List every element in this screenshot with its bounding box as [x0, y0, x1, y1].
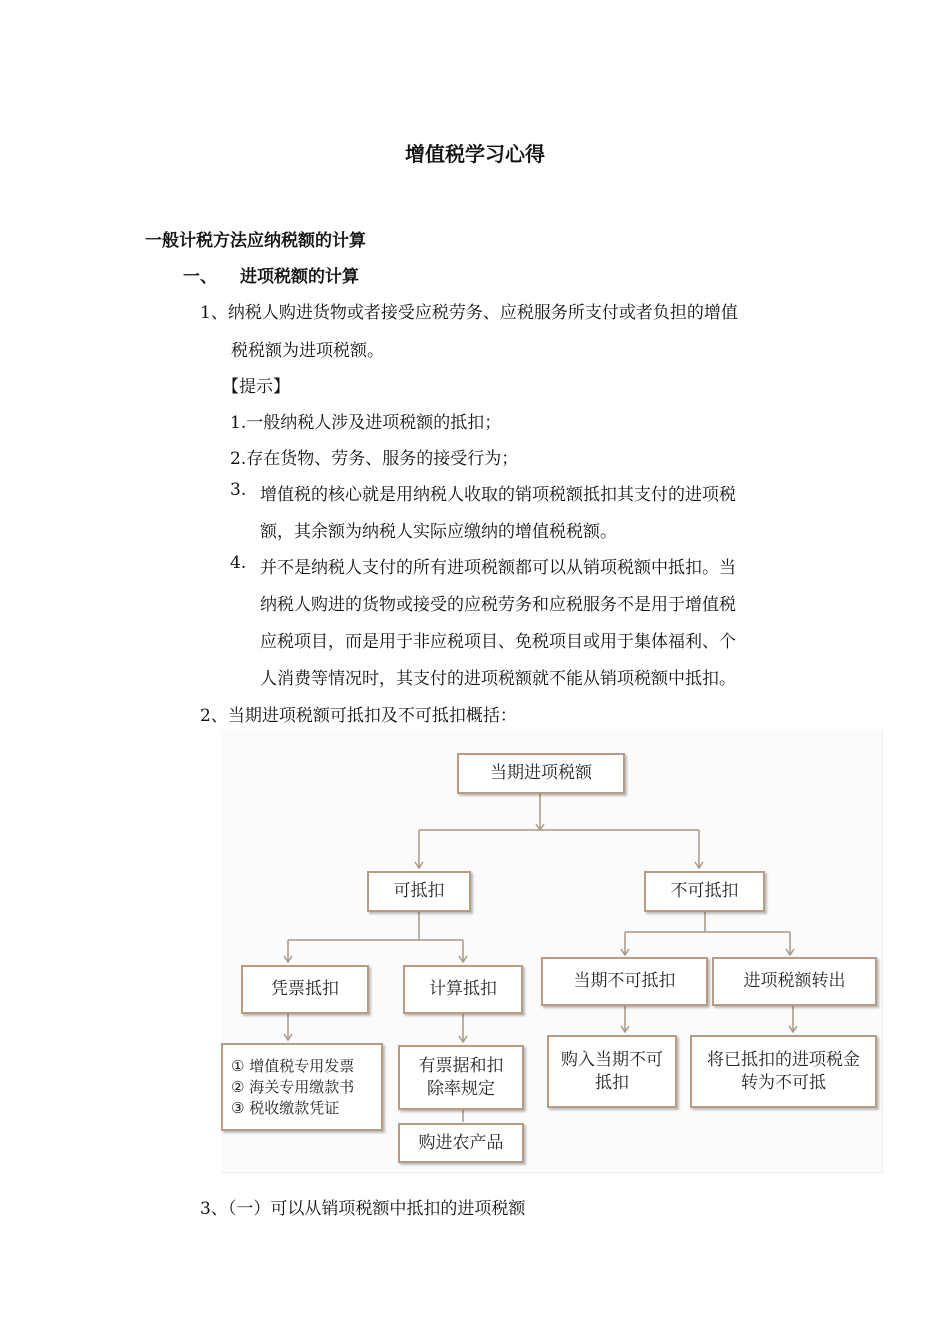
- node-ticket-list: [221, 1043, 383, 1131]
- tip-4-line4: 人消费等情况时，其支付的进项税额就不能从销项税额中抵扣。: [260, 669, 736, 689]
- node-input-tax-transfer-out: 进项税额转出: [712, 957, 877, 1006]
- item3: 3、（一）可以从销项税额中抵扣的进项税额: [200, 1199, 526, 1219]
- buy-line2: 抵扣: [595, 1072, 629, 1093]
- tip-2: 2.存在货物、劳务、服务的接受行为；: [230, 449, 519, 469]
- tip-3-number: 3.: [230, 480, 247, 500]
- tip-4-line2: 纳税人购进的货物或接受的应税劳务和应税服务不是用于增值税: [260, 595, 736, 615]
- node-calc-rule: [398, 1045, 524, 1110]
- section-heading: 一般计税方法应纳税额的计算: [145, 231, 366, 251]
- page-title: 增值税学习心得: [405, 142, 545, 166]
- node-ticket-deduction: 凭票抵扣: [241, 965, 369, 1014]
- tip-3-line1: 增值税的核心就是用纳税人收取的销项税额抵扣其支付的进项税: [260, 485, 736, 505]
- subsection-heading: 进项税额的计算: [240, 267, 359, 287]
- item2: 2、当期进项税额可抵扣及不可抵扣概括：: [200, 706, 517, 726]
- ticket-list-item: ② 海关专用缴款书: [231, 1077, 355, 1096]
- tip-label: 【提示】: [222, 377, 290, 397]
- item1-line2: 税税额为进项税额。: [231, 341, 384, 361]
- convert-line2: 转为不可抵: [741, 1072, 826, 1093]
- convert-line1: 将已抵扣的进项税金: [707, 1049, 860, 1070]
- deduction-flowchart: [221, 730, 883, 1173]
- tip-1: 1.一般纳税人涉及进项税额的抵扣；: [230, 413, 502, 433]
- node-current-input-tax: 当期进项税额: [457, 753, 625, 794]
- buy-line1: 购入当期不可: [561, 1049, 663, 1070]
- node-deductible: 可抵扣: [367, 871, 471, 912]
- calc-rule-line2: 除率规定: [427, 1078, 495, 1099]
- tip-3-line2: 额，其余额为纳税人实际应缴纳的增值税税额。: [260, 522, 617, 542]
- node-purchase-farm-products: 购进农产品: [398, 1123, 524, 1163]
- node-current-non-deductible: 当期不可抵扣: [541, 957, 708, 1006]
- subsection-number: 一、: [183, 267, 217, 287]
- node-purchase-non-deductible: [547, 1035, 677, 1108]
- item1-line1: 1、纳税人购进货物或者接受应税劳务、应税服务所支付或者负担的增值: [200, 303, 738, 323]
- tip-4-line1: 并不是纳税人支付的所有进项税额都可以从销项税额中抵扣。当: [260, 558, 736, 578]
- calc-rule-line1: 有票据和扣: [418, 1055, 504, 1076]
- node-non-deductible: 不可抵扣: [644, 871, 765, 912]
- ticket-list-item: ③ 税收缴款凭证: [231, 1098, 340, 1117]
- node-calc-deduction: 计算抵扣: [403, 965, 523, 1014]
- ticket-list-item: ① 增值税专用发票: [231, 1056, 355, 1075]
- node-convert-deducted: [690, 1035, 877, 1108]
- tip-4-line3: 应税项目，而是用于非应税项目、免税项目或用于集体福利、个: [260, 632, 736, 652]
- tip-4-number: 4.: [230, 553, 247, 573]
